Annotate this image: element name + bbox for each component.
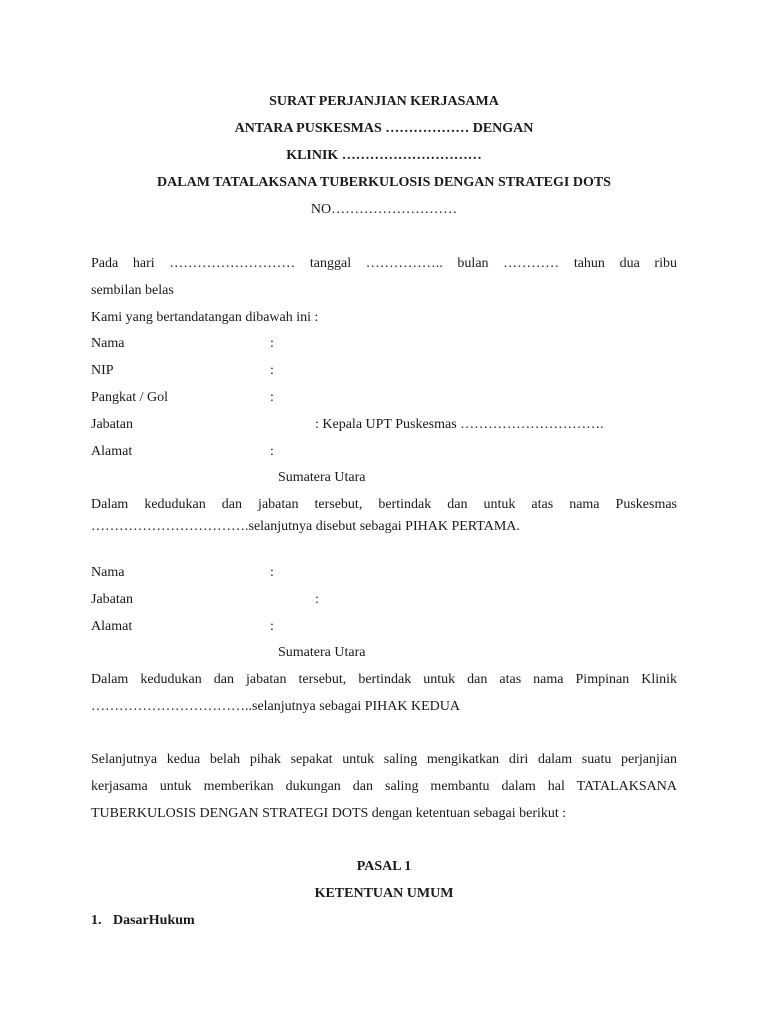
party1-nip-colon: : [270, 363, 274, 378]
party2-nama-colon: : [270, 565, 274, 580]
doc-title-line4: DALAM TATALAKSANA TUBERKULOSIS DENGAN STRATEGI DOTS [157, 175, 611, 190]
party1-statement-line2: …………………………….selanjutnya disebut sebagai PIHAK PERTAMA. [91, 519, 520, 534]
party2-statement-line2: ……………………………..selanjutnya sebagai PIHAK KEDUA [91, 699, 461, 714]
party2-alamat-colon: : [270, 619, 274, 634]
agreement-line1: Selanjutnya kedua belah pihak sepakat untuk saling mengikatkan diri dalam suatu perjanjian [91, 752, 677, 767]
doc-title-line2: ANTARA PUSKESMAS ……………… DENGAN [234, 121, 534, 136]
party2-jabatan-colon: : [315, 592, 319, 607]
opening-date-line: Pada hari ……………………… tanggal …………….. bulan ………… tahun dua ribu [91, 256, 677, 271]
doc-number: NO……………………… [310, 202, 458, 217]
party2-statement: Dalam kedudukan dan jabatan tersebut, bertindak untuk dan atas nama Pimpinan Klinik [91, 672, 677, 687]
party1-pangkat-colon: : [270, 390, 274, 405]
opening-date-line2: sembilan belas [91, 283, 174, 298]
party1-statement: Dalam kedudukan dan jabatan tersebut, bertindak dan untuk atas nama Puskesmas [91, 497, 677, 512]
pasal-subtitle: KETENTUAN UMUM [314, 886, 454, 901]
party1-nip-label: NIP [91, 363, 114, 378]
party1-alamat-colon: : [270, 444, 274, 459]
doc-title: SURAT PERJANJIAN KERJASAMA [269, 94, 499, 109]
party1-alamat-label: Alamat [91, 444, 133, 459]
party1-region: Sumatera Utara [278, 470, 366, 485]
party1-pangkat-label: Pangkat / Gol [91, 390, 168, 405]
party1-jabatan-label: Jabatan [91, 417, 133, 432]
pasal-item-label: DasarHukum [113, 913, 195, 928]
doc-title-line3: KLINIK ………………………… [286, 148, 482, 163]
party2-nama-label: Nama [91, 565, 125, 580]
party1-nama-colon: : [270, 336, 274, 351]
party2-alamat-label: Alamat [91, 619, 133, 634]
agreement-line2: kerjasama untuk memberikan dukungan dan saling membantu dalam hal TATALAKSANA [91, 779, 677, 794]
pasal-item-number: 1. [91, 913, 102, 928]
party2-jabatan-label: Jabatan [91, 592, 133, 607]
agreement-line3: TUBERKULOSIS DENGAN STRATEGI DOTS dengan ketentuan sebagai berikut : [91, 806, 567, 821]
party1-jabatan-value: : Kepala UPT Puskesmas …………………………. [315, 417, 604, 432]
party1-nama-label: Nama [91, 336, 125, 351]
party2-region: Sumatera Utara [278, 645, 366, 660]
opening-intro: Kami yang bertandatangan dibawah ini : [91, 310, 319, 325]
pasal-title: PASAL 1 [356, 859, 412, 874]
